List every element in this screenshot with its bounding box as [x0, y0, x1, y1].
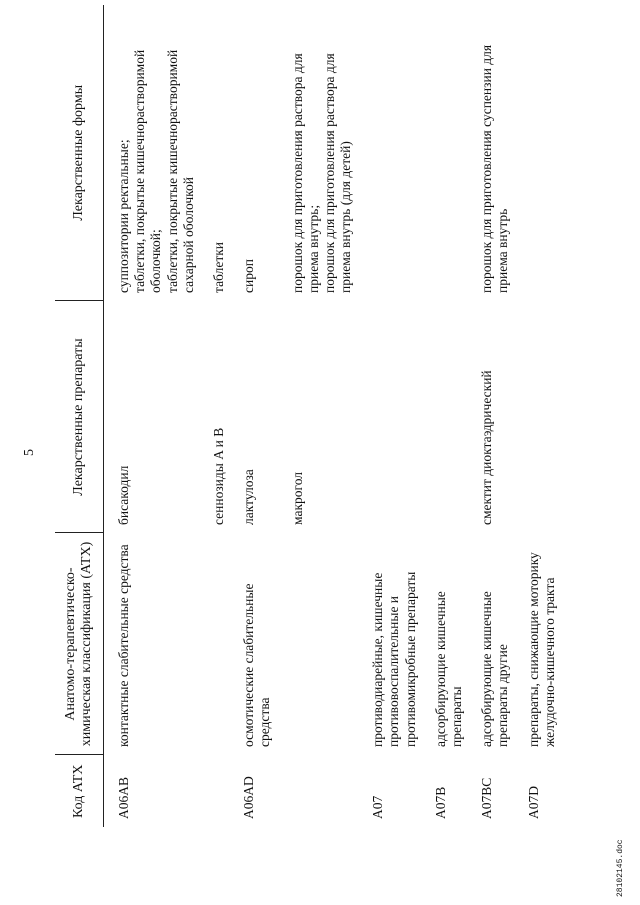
atc-class	[201, 533, 231, 755]
dosage-form: таблетки, покрытые кишечнорастворимой сахарной оболочкой	[164, 49, 196, 293]
dosage-form: таблетки	[210, 241, 226, 293]
header-code: Код АТХ	[55, 755, 104, 827]
table-row	[201, 5, 231, 827]
atc-class: противодиарейные, кишечные противовоспалительные и противомикробные препараты	[370, 571, 418, 747]
atc-class: адсорбирующие кишечные препараты	[432, 591, 464, 747]
table-row	[358, 5, 423, 827]
atc-code	[201, 755, 231, 827]
table-row	[516, 5, 562, 827]
drug-name	[358, 301, 423, 533]
atc-code	[278, 755, 359, 827]
drug-name: макрогол	[289, 471, 305, 525]
dosage-forms	[469, 5, 515, 301]
dosage-form: суппозитории ректальные;	[116, 139, 131, 293]
atc-code: A06AD	[241, 776, 257, 819]
table-row	[278, 5, 359, 827]
header-classification: Анатомо-терапевтическо-химическая классификация (АТХ)	[55, 533, 104, 755]
atc-class: осмотические слабительные средства	[241, 583, 273, 747]
drug-name: бисакодил	[116, 465, 131, 525]
table-row	[104, 5, 201, 827]
drug-name: смектит диоктаэдрический	[479, 370, 495, 525]
table-row	[231, 5, 277, 827]
dosage-forms	[104, 5, 201, 301]
drug-name	[516, 301, 562, 533]
dosage-forms	[358, 5, 423, 301]
dosage-forms	[423, 5, 469, 301]
table-header-row	[55, 5, 104, 827]
drug-name: лактулоза	[241, 469, 257, 525]
atc-code: A07B	[432, 786, 448, 819]
atc-code: A07	[370, 795, 386, 819]
dosage-forms	[201, 5, 231, 301]
atc-code: A07BC	[479, 777, 495, 819]
dosage-forms	[516, 5, 562, 301]
header-forms: Лекарственные формы	[55, 5, 104, 301]
dosage-form: порошок для приготовления раствора для приема внутрь;	[289, 53, 321, 293]
page-number: 5	[22, 449, 37, 456]
table-row	[469, 5, 515, 827]
drug-name: сеннозиды A и B	[210, 427, 226, 525]
dosage-form: порошок для приготовления суспензии для приема внутрь	[479, 44, 511, 293]
dosage-forms	[231, 5, 277, 301]
atc-class: адсорбирующие кишечные препараты другие	[479, 591, 511, 747]
header-drugs: Лекарственные препараты	[55, 301, 104, 533]
atc-class	[278, 533, 359, 755]
atc-code: A06AB	[116, 776, 131, 819]
atc-table	[55, 5, 562, 827]
dosage-form: порошок для приготовления раствора для приема внутрь (для детей)	[321, 53, 354, 293]
atc-class: контактные слабительные средства	[116, 544, 131, 747]
drug-name	[423, 301, 469, 533]
dosage-forms	[278, 5, 359, 301]
dosage-form: таблетки, покрытые кишечнорастворимой оболочкой;	[132, 49, 164, 293]
document-footer: 28102145.doc	[616, 839, 625, 897]
dosage-form: сироп	[241, 259, 257, 293]
table-row	[423, 5, 469, 827]
atc-code: A07D	[525, 786, 541, 819]
atc-class: препараты, снижающие моторику желудочно-кишечного тракта	[525, 552, 557, 747]
